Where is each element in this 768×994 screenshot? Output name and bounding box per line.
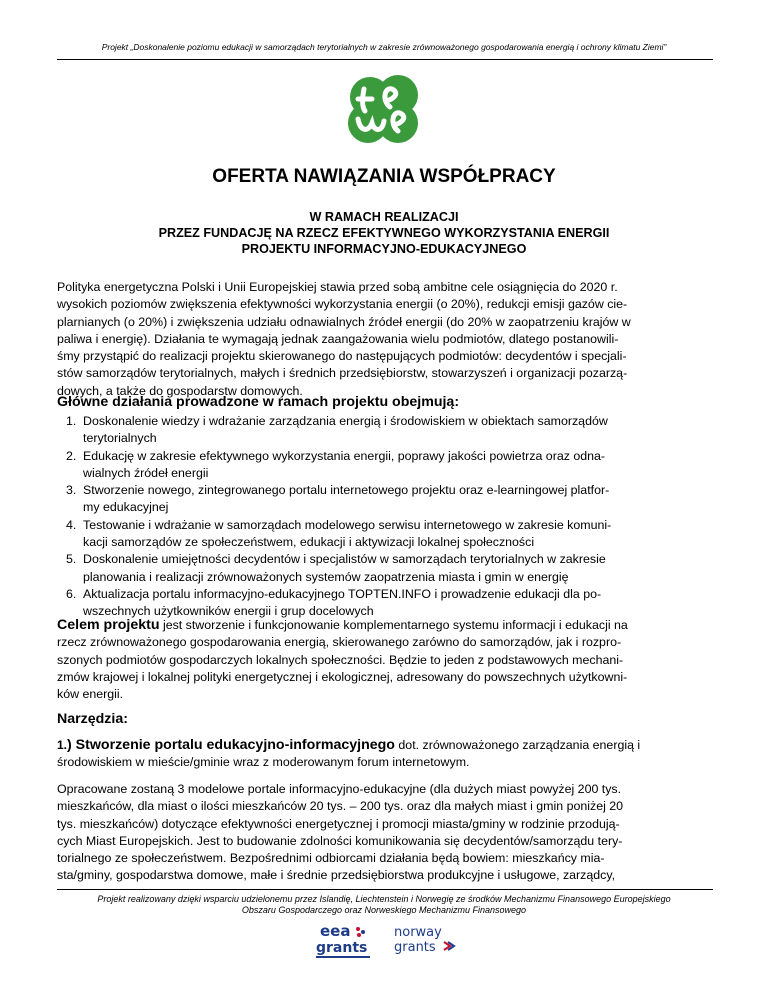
list-item-line: Stworzenie nowego, zintegrowanego portalu internetowego projektu oraz e-learningowej platfor-	[83, 483, 610, 498]
list-item-line: my edukacyjnej	[83, 500, 169, 515]
goal-lead: Celem projektu	[57, 617, 160, 633]
goal-line: rzecz zrównoważonego gospodarowania energią, skierowanego zarówno do samorządów, jak i rozpro-	[57, 635, 622, 650]
norway-grants-logo	[390, 920, 460, 962]
list-item-line: wszechnych użytkowników energii i grup docelowych	[83, 604, 374, 619]
list-item-number: 6.	[66, 586, 77, 601]
svg-text:grants: grants	[394, 940, 436, 955]
subtitle	[40, 209, 728, 257]
subtitle-line: PRZEZ FUNDACJĘ NA RZECZ EFEKTYWNEGO WYKORZYSTANIA ENERGII	[158, 226, 610, 240]
list-item-line: Aktualizacja portalu informacyjno-edukacyjnego TOPTEN.INFO i prowadzenie edukacji dla po-	[83, 586, 602, 601]
footer-divider	[57, 889, 713, 890]
footer-text	[40, 894, 728, 916]
list-item-number: 3.	[66, 483, 77, 498]
tool1-body-line: torialnego ze społeczeństwem. Bezpośrednimi odbiorcami działania będą bowiem: mieszkańcy mia-	[57, 851, 605, 866]
actions-heading: Główne działania prowadzone w ramach projektu obejmują:	[57, 394, 460, 410]
intro-line: dowych, a także do gospodarstw domowych.	[57, 383, 303, 398]
list-item-number: 4.	[66, 517, 77, 532]
goal-line: szonych podmiotów gospodarczych lokalnych społeczności. Będzie to jeden z podstawowych mechani-	[57, 652, 624, 667]
svg-text:norway: norway	[394, 925, 442, 940]
intro-line: wysokich poziomów zwiększenia efektywności wykorzystania energii (o 20%), redukcji emisji gazów cie-	[57, 297, 628, 312]
subtitle-line: PROJEKTU INFORMACYJNO-EDUKACYJNEGO	[241, 242, 527, 256]
list-item	[57, 482, 713, 517]
list-item	[57, 413, 713, 448]
fewe-logo	[340, 69, 428, 149]
goal-first-line-rest: jest stworzenie i funkcjonowanie komplementarnego systemu informacji i edukacji na	[159, 618, 628, 632]
intro-line: śmy przystąpić do realizacji projektu skierowanego do następujących podmiotów: decydentów i specjali-	[57, 349, 627, 364]
tool1-lead: ) Stworzenie portalu edukacyjno-informacyjnego	[67, 737, 395, 753]
svg-text:eea: eea	[320, 922, 351, 940]
tool1-body-line: Opracowane zostaną 3 modelowe portale informacyjno-edukacyjne (dla dużych miast powyżej 200 tys.	[57, 782, 622, 796]
tool1-body-line: mieszkańców, dla miast o ilości mieszkańców 20 tys. – 200 tys. oraz dla małych miast i gmin poniżej 20	[57, 799, 624, 814]
list-item-number: 1.	[66, 414, 77, 428]
list-item-number: 5.	[66, 552, 77, 567]
intro-line: plarnianych (o 20%) i zwiększenia udziału odnawialnych źródeł energii (do 20% w zaopatrzeniu krajów w	[57, 314, 631, 329]
goal-first-line	[57, 617, 712, 634]
goal-line: zmów krajowej i lokalnej polityki energetycznej i ekologicznej, adresowany do powszechnych użytkowni-	[57, 669, 628, 684]
list-item-line: Doskonalenie umiejętności decydentów i specjalistów w samorządach terytorialnych w zakresie	[83, 552, 606, 567]
list-item-number: 2.	[66, 448, 77, 463]
tool1-first-line	[57, 737, 712, 754]
list-item	[57, 517, 713, 552]
tool1-body-line: cych Miast Europejskich. Jest to budowanie zdolności komunikowania się decydentów/samorządu tery-	[57, 833, 623, 848]
tool1-body-line: sta/gminy, gospodarstwa domowe, małe i średnie przedsiębiorstwa produkcyjne i usługowe, zarządcy,	[57, 868, 616, 883]
list-item-line: terytorialnych	[83, 431, 157, 446]
goal-line: ków energii.	[57, 687, 124, 702]
list-item-line: wialnych źródeł energii	[83, 465, 209, 480]
actions-list	[57, 413, 713, 621]
svg-text:grants: grants	[316, 940, 368, 956]
subtitle-line: W RAMACH REALIZACJI	[309, 210, 459, 224]
tool1-first-line-rest: dot. zrównoważonego zarządzania energią i	[394, 738, 641, 752]
tool1-line: środowiskiem w mieście/gminie wraz z moderowanym forum internetowym.	[57, 755, 470, 770]
tool1-number: 1.	[57, 738, 68, 752]
intro-line: stów samorządów terytorialnych, małych i średnich przedsiębiorstw, stowarzyszeń i organizacji pozarzą-	[57, 366, 628, 381]
list-item-line: Doskonalenie wiedzy i wdrażanie zarządzania energią i środowiskiem w obiektach samorządów	[83, 414, 608, 428]
header-project-line: Projekt „Doskonalenie poziomu edukacji w samorządach terytorialnych w zakresie zrównoważonego gospodarowania energią i ochrony klimatu Ziemi”	[101, 42, 667, 52]
eea-grants-logo	[314, 920, 378, 962]
list-item-line: kacji samorządów ze społeczeństwem, edukacji i aktywizacji lokalnej społeczności	[83, 535, 535, 550]
goal-paragraph	[57, 617, 712, 703]
fewe-logo-clover	[348, 75, 418, 143]
intro-line: Polityka energetyczna Polski i Unii Europejskiej stawia przed sobą ambitne cele osiągnięcia do 2020 r.	[57, 280, 618, 294]
list-item	[57, 586, 713, 621]
intro-paragraph	[57, 279, 712, 400]
list-item	[57, 448, 713, 483]
list-item-line: Testowanie i wdrażanie w samorządach modelowego serwisu internetowego w zakresie komuni-	[83, 517, 612, 532]
tool1-body-line: tys. mieszkańców) dotyczące efektywności energetycznej i promocji miasta/gminy w rodzinie przodują-	[57, 816, 620, 831]
footer-line: Obszaru Gospodarczego oraz Norweskiego Mechanizmu Finansowego	[241, 905, 527, 915]
tools-heading: Narzędzia:	[57, 711, 128, 727]
list-item	[57, 551, 713, 586]
tool1-body-paragraph	[57, 781, 712, 885]
list-item-line: planowania i realizacji zrównoważonych systemów zaopatrzenia miasta i gmin w energię	[83, 569, 569, 584]
tool1-paragraph	[57, 737, 712, 772]
header-divider	[57, 59, 713, 60]
footer-line: Projekt realizowany dzięki wsparciu udzielonemu przez Islandię, Liechtenstein i Norwegię ze środków Mechanizmu Finansowego Europejskiego	[97, 894, 671, 904]
list-item-line: Edukację w zakresie efektywnego wykorzystania energii, poprawy jakości powietrza oraz odna-	[83, 448, 606, 463]
page-title: OFERTA NAWIĄZANIA WSPÓŁPRACY	[212, 166, 556, 187]
intro-line: paliwa i energię). Działania te wymagają jednak zaangażowania wielu podmiotów, dlatego postanowili-	[57, 331, 619, 346]
